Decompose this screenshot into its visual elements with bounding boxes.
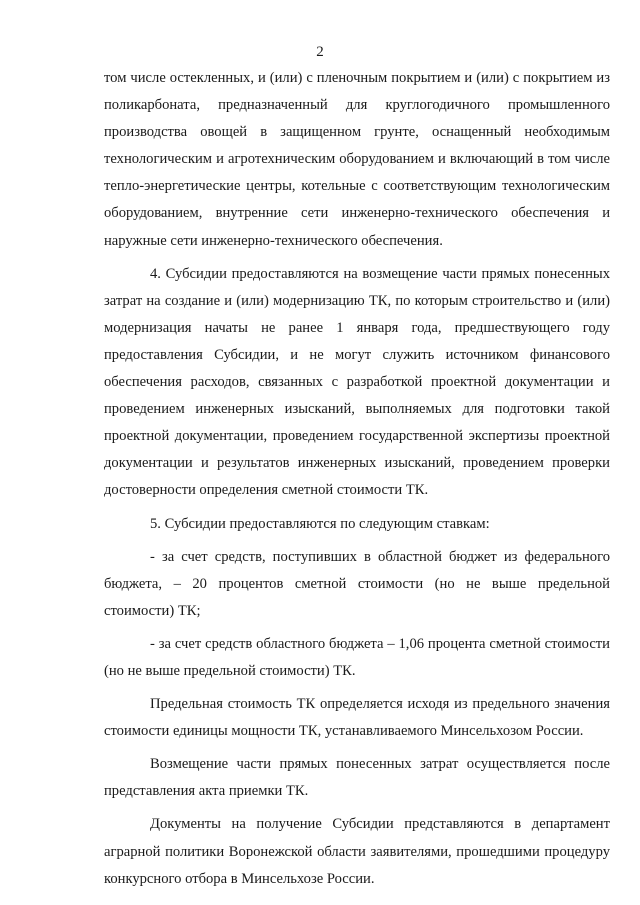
paragraph-reimbursement: Возмещение части прямых понесенных затрат осуществляется после представления акта приемки ТК. (104, 756, 610, 800)
paragraph-clause-5: 5. Субсидии предоставляются по следующим ставкам: (150, 515, 490, 532)
paragraph-continuation: том числе остекленных, и (или) с пленочным покрытием и (или) с покрытием из поликарбоната, предназначенный для круглогодичного промышленного производства овощей в защищенном грунте, оснащенный необходимым технологическим и агротехническим оборудованием и включающий в том числе тепло-энергетические центры, котельные с соответствующим технологическим оборудованием, внутренние сети инженерно-технического обеспечения и наружные сети инженерно-технического обеспечения. (104, 70, 610, 249)
document-body (104, 65, 610, 893)
paragraph-rate-federal: - за счет средств, поступивших в областной бюджет из федерального бюджета, – 20 процентов сметной стоимости (но не выше предельной стоимости) ТК; (104, 548, 610, 619)
paragraph-clause-4: 4. Субсидии предоставляются на возмещение части прямых понесенных затрат на создание и (или) модернизацию ТК, по которым строительство и (или) модернизация начаты не ранее 1 января года, предшествующего году предоставления Субсидии, и не могут служить источником финансового обеспечения расходов, связанных с разработкой проектной документации и проведением инженерных изысканий, выполняемых для подготовки такой проектной документации, проведением государственной экспертизы проектной документации и результатов инженерных изысканий, проведением проверки достоверности определения сметной стоимости ТК. (104, 265, 610, 499)
paragraph-max-cost: Предельная стоимость ТК определяется исходя из предельного значения стоимости единицы мощности ТК, устанавливаемого Минсельхозом России. (104, 696, 610, 740)
paragraph-rate-regional: - за счет средств областного бюджета – 1,06 процента сметной стоимости (но не выше предельной стоимости) ТК. (104, 635, 610, 679)
paragraph-documents: Документы на получение Субсидии представляются в департамент аграрной политики Воронежской области заявителями, прошедшими процедуру конкурсного отбора в Минсельхозе России. (104, 816, 610, 887)
page-number: 2 (316, 44, 324, 60)
